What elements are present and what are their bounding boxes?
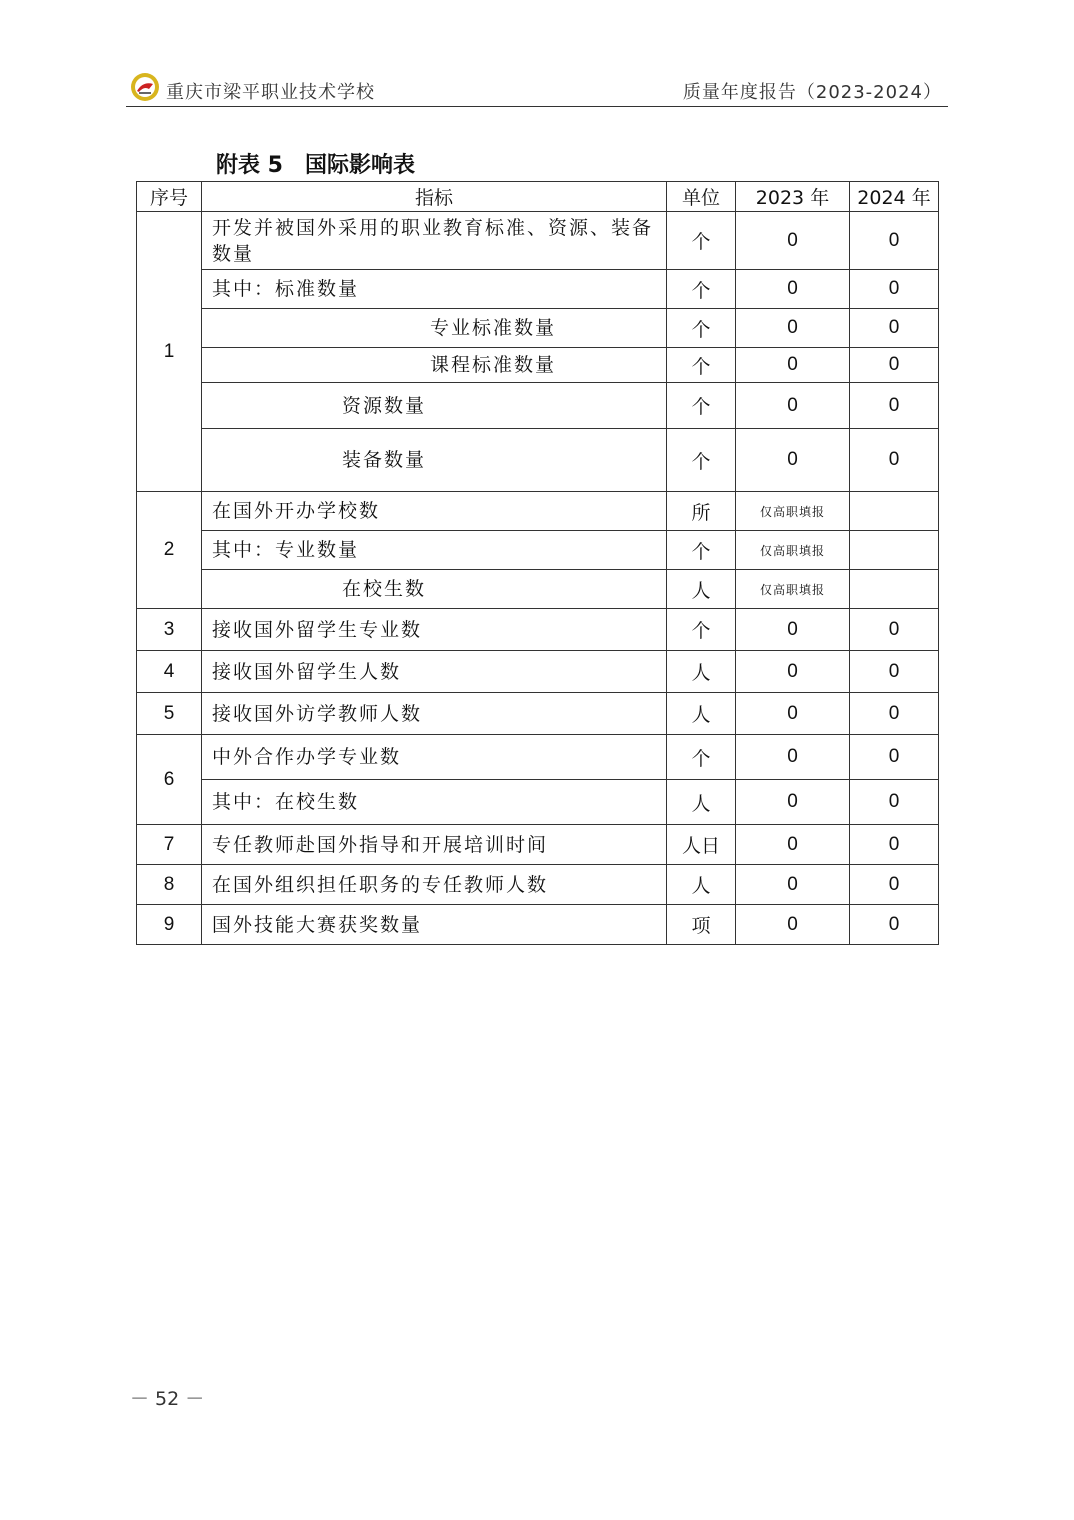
value-2023-cell: 仅高职填报 <box>736 492 850 531</box>
table-row <box>137 383 939 429</box>
value-2024-cell: 0 <box>850 609 939 651</box>
value-2023-cell: 0 <box>736 735 850 780</box>
header-seq: 序号 <box>137 182 202 212</box>
unit-cell: 个 <box>667 212 736 270</box>
unit-cell: 个 <box>667 531 736 570</box>
table-row <box>137 348 939 383</box>
value-2023-cell: 0 <box>736 905 850 945</box>
value-2023-cell: 0 <box>736 651 850 693</box>
value-2023-cell: 0 <box>736 429 850 492</box>
header-2023: 2023 年 <box>736 182 850 212</box>
table-row <box>137 905 939 945</box>
table-row <box>137 212 939 270</box>
table-row <box>137 780 939 825</box>
table-title: 附表 5 国际影响表 <box>216 153 415 178</box>
value-2024-cell: 0 <box>850 693 939 735</box>
value-2024-cell: 0 <box>850 270 939 309</box>
seq-cell: 9 <box>137 905 202 945</box>
value-2024-cell: 0 <box>850 905 939 945</box>
value-2023-cell: 0 <box>736 348 850 383</box>
table-row <box>137 309 939 348</box>
unit-cell: 个 <box>667 270 736 309</box>
header-2024: 2024 年 <box>850 182 939 212</box>
table-row <box>137 825 939 865</box>
unit-cell: 个 <box>667 429 736 492</box>
value-2024-cell: 0 <box>850 865 939 905</box>
value-2024-cell: 0 <box>850 348 939 383</box>
seq-cell: 3 <box>137 609 202 651</box>
unit-cell: 个 <box>667 735 736 780</box>
unit-cell: 人日 <box>667 825 736 865</box>
value-2024-cell: 0 <box>850 309 939 348</box>
indicator-cell: 接收国外留学生人数 <box>202 651 667 693</box>
international-influence-table <box>136 181 939 945</box>
seq-cell: 7 <box>137 825 202 865</box>
unit-cell: 所 <box>667 492 736 531</box>
indicator-cell: 国外技能大赛获奖数量 <box>202 905 667 945</box>
table-row <box>137 865 939 905</box>
value-2024-cell: 0 <box>850 780 939 825</box>
header-indicator: 指标 <box>202 182 667 212</box>
indicator-cell: 其中：标准数量 <box>202 270 667 309</box>
indicator-cell: 专业标准数量 <box>202 309 667 348</box>
indicator-cell: 在国外开办学校数 <box>202 492 667 531</box>
seq-cell: 6 <box>137 735 202 825</box>
value-2023-cell: 0 <box>736 693 850 735</box>
value-2024-cell: 0 <box>850 429 939 492</box>
indicator-cell: 在国外组织担任职务的专任教师人数 <box>202 865 667 905</box>
value-2024-cell: 0 <box>850 825 939 865</box>
unit-cell: 个 <box>667 348 736 383</box>
unit-cell: 个 <box>667 383 736 429</box>
indicator-cell: 专任教师赴国外指导和开展培训时间 <box>202 825 667 865</box>
seq-cell: 2 <box>137 492 202 609</box>
table-header-row <box>137 182 939 212</box>
report-title: 质量年度报告（2023-2024） <box>682 82 942 103</box>
table-row <box>137 693 939 735</box>
value-2024-cell: 0 <box>850 383 939 429</box>
indicator-cell: 其中：在校生数 <box>202 780 667 825</box>
unit-cell: 人 <box>667 651 736 693</box>
table-row <box>137 651 939 693</box>
unit-cell: 人 <box>667 865 736 905</box>
value-2023-cell: 0 <box>736 825 850 865</box>
table-row <box>137 492 939 531</box>
page-number: － 52 － <box>130 1388 205 1410</box>
value-2024-cell <box>850 531 939 570</box>
unit-cell: 个 <box>667 609 736 651</box>
indicator-cell: 资源数量 <box>202 383 667 429</box>
table-row <box>137 735 939 780</box>
indicator-cell: 装备数量 <box>202 429 667 492</box>
value-2023-cell: 0 <box>736 865 850 905</box>
indicator-cell: 接收国外留学生专业数 <box>202 609 667 651</box>
table-row <box>137 270 939 309</box>
unit-cell: 人 <box>667 780 736 825</box>
value-2023-cell: 0 <box>736 780 850 825</box>
unit-cell: 人 <box>667 693 736 735</box>
table-row <box>137 429 939 492</box>
value-2023-cell: 0 <box>736 309 850 348</box>
table-row <box>137 570 939 609</box>
value-2024-cell <box>850 570 939 609</box>
value-2023-cell: 0 <box>736 270 850 309</box>
indicator-cell: 课程标准数量 <box>202 348 667 383</box>
table-row <box>137 531 939 570</box>
page-header <box>126 70 948 107</box>
value-2023-cell: 0 <box>736 609 850 651</box>
indicator-cell: 其中：专业数量 <box>202 531 667 570</box>
indicator-cell: 接收国外访学教师人数 <box>202 693 667 735</box>
value-2024-cell: 0 <box>850 735 939 780</box>
school-name: 重庆市梁平职业技术学校 <box>166 82 375 103</box>
value-2023-cell: 仅高职填报 <box>736 531 850 570</box>
seq-cell: 4 <box>137 651 202 693</box>
value-2023-cell: 0 <box>736 212 850 270</box>
seq-cell: 5 <box>137 693 202 735</box>
seq-cell: 1 <box>137 212 202 492</box>
value-2024-cell <box>850 492 939 531</box>
value-2023-cell: 仅高职填报 <box>736 570 850 609</box>
unit-cell: 个 <box>667 309 736 348</box>
indicator-cell: 开发并被国外采用的职业教育标准、资源、装备数量 <box>202 212 667 270</box>
header-unit: 单位 <box>667 182 736 212</box>
value-2023-cell: 0 <box>736 383 850 429</box>
school-logo-icon <box>130 72 160 102</box>
table-row <box>137 609 939 651</box>
unit-cell: 人 <box>667 570 736 609</box>
indicator-cell: 在校生数 <box>202 570 667 609</box>
value-2024-cell: 0 <box>850 651 939 693</box>
unit-cell: 项 <box>667 905 736 945</box>
indicator-cell: 中外合作办学专业数 <box>202 735 667 780</box>
seq-cell: 8 <box>137 865 202 905</box>
value-2024-cell: 0 <box>850 212 939 270</box>
